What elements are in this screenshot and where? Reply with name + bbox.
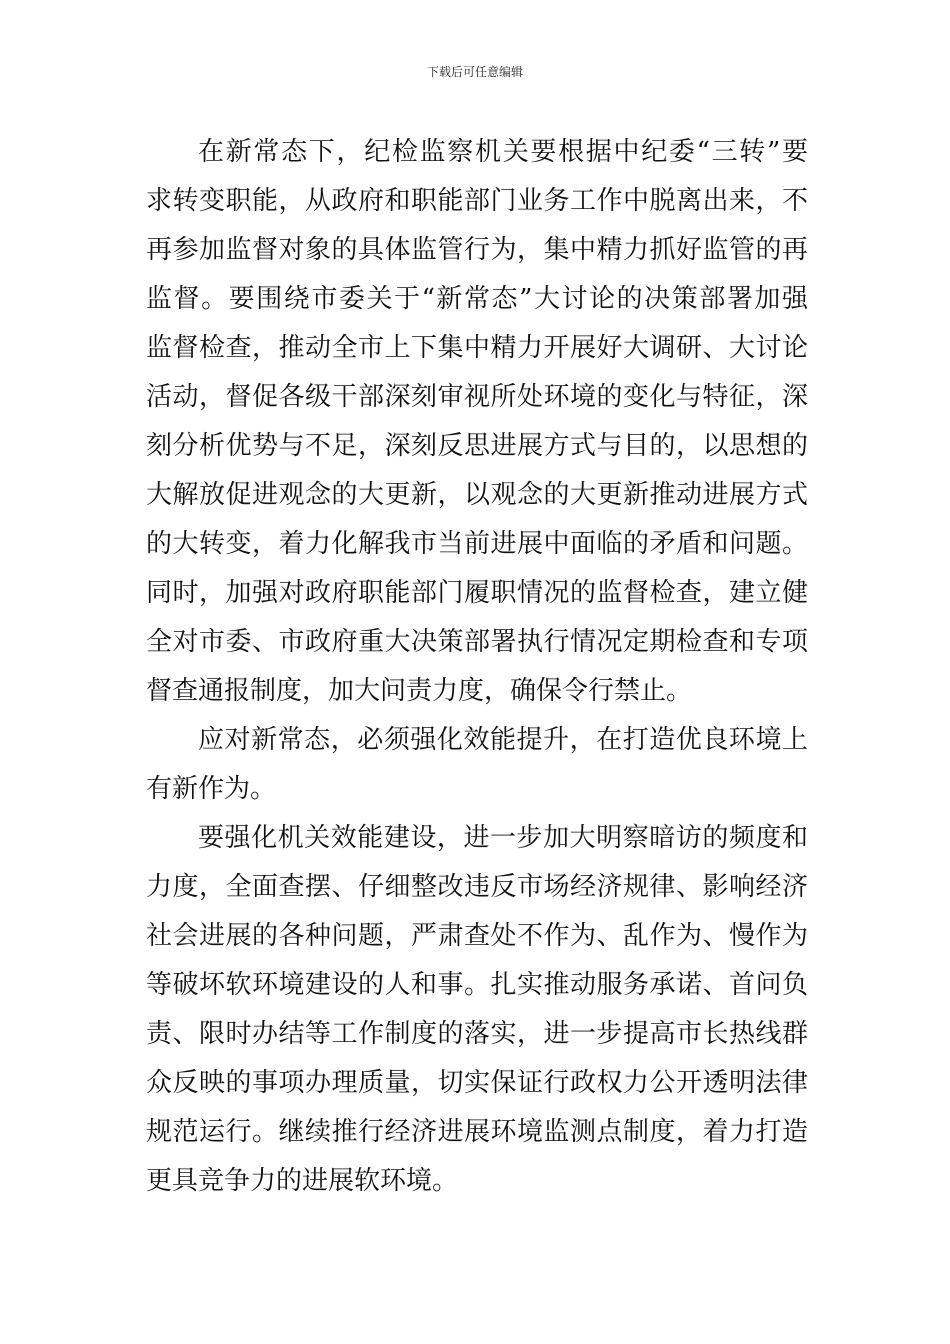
paragraph-3-line-3: 社会进展的各种问题，严肃查处不作为、乱作为、慢作为 <box>146 921 808 951</box>
paragraph-1-line-7: 刻分析优势与不足，深刻反思进展方式与目的，以思想的 <box>146 431 808 461</box>
paragraph-3-line-2: 力度，全面查摆、仔细整改违反市场经济规律、影响经济 <box>146 872 808 902</box>
paragraph-1-line-9: 的大转变，着力化解我市当前进展中面临的矛盾和问题。 <box>146 529 808 559</box>
paragraph-1-line-8: 大解放促进观念的大更新，以观念的大更新推动进展方式 <box>146 480 808 510</box>
paragraph-3-line-1: 要强化机关效能建设，进一步加大明察暗访的频度和 <box>198 823 808 853</box>
paragraph-1-line-3: 再参加监督对象的具体监管行为，集中精力抓好监管的再 <box>146 235 808 265</box>
paragraph-1-line-4: 监督。要围绕市委关于“新常态”大讨论的决策部署加强 <box>146 284 808 314</box>
paragraph-1-line-1: 在新常态下，纪检监察机关要根据中纪委“三转”要 <box>198 137 808 167</box>
paragraph-1-line-6: 活动，督促各级干部深刻审视所处环境的变化与特征，深 <box>146 382 808 412</box>
body-text <box>146 128 808 1206</box>
paragraph-3-line-4: 等破坏软环境建设的人和事。扎实推动服务承诺、首问负 <box>146 970 808 1000</box>
paragraph-3-line-7: 规范运行。继续推行经济进展环境监测点制度，着力打造 <box>146 1117 808 1147</box>
paragraph-1-line-12: 督查通报制度，加大问责力度，确保令行禁止。 <box>146 676 693 706</box>
paragraph-2-line-1: 应对新常态，必须强化效能提升，在打造优良环境上 <box>198 725 808 755</box>
paragraph-3-line-6: 众反映的事项办理质量，切实保证行政权力公开透明法律 <box>146 1068 808 1098</box>
paragraph-3-line-8: 更具竞争力的进展软环境。 <box>146 1166 459 1196</box>
paragraph-3-line-5: 责、限时办结等工作制度的落实，进一步提高市长热线群 <box>146 1019 808 1049</box>
paragraph-1-line-5: 监督检查，推动全市上下集中精力开展好大调研、大讨论 <box>146 333 808 363</box>
paragraph-1-line-11: 全对市委、市政府重大决策部署执行情况定期检查和专项 <box>146 627 808 657</box>
paragraph-1-line-2: 求转变职能，从政府和职能部门业务工作中脱离出来，不 <box>146 186 808 216</box>
header-note: 下载后可任意编辑 <box>426 65 523 79</box>
paragraph-1-line-10: 同时，加强对政府职能部门履职情况的监督检查，建立健 <box>146 578 808 608</box>
paragraph-2-line-2: 有新作为。 <box>146 774 277 804</box>
